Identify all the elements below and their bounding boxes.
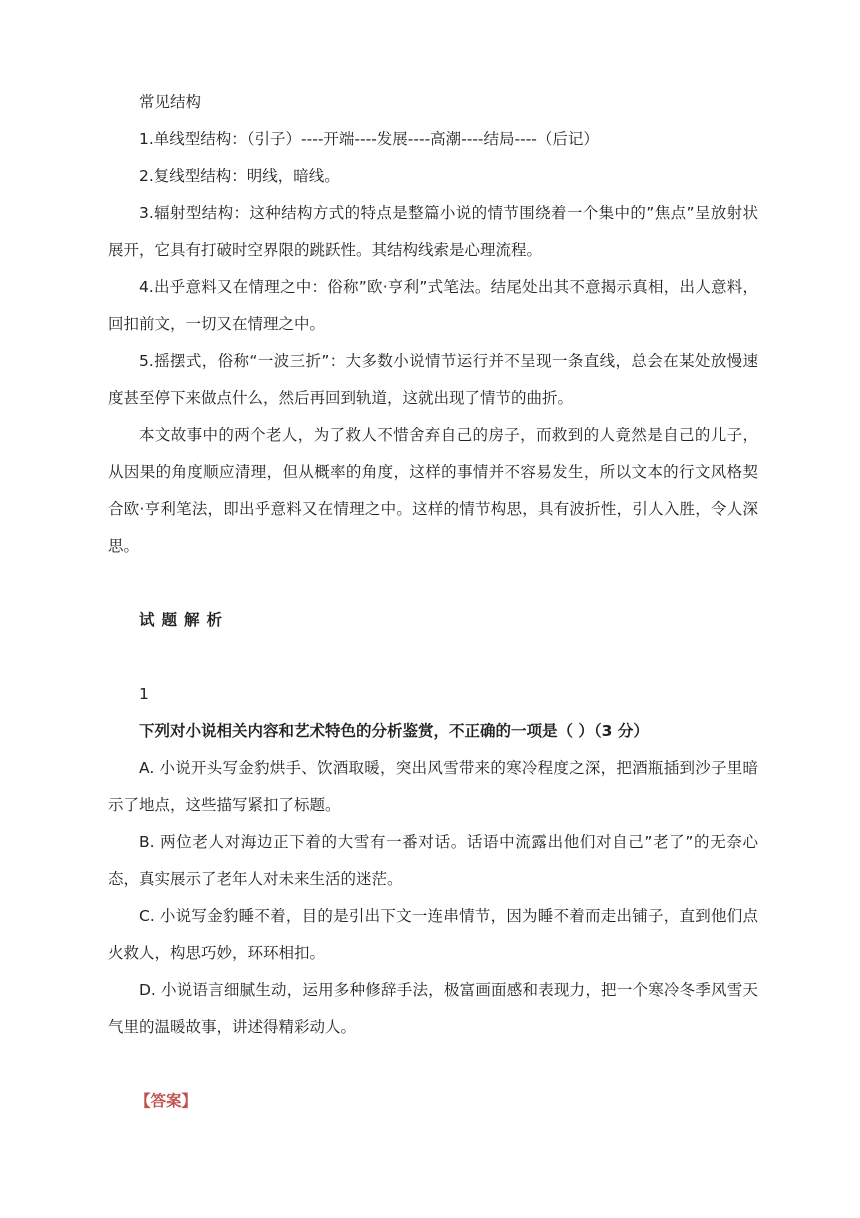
structure-heading: 常见结构 — [139, 93, 202, 111]
question-stem: 下列对小说相关内容和艺术特色的分析鉴赏，不正确的一项是（ ）（3 分） — [139, 722, 649, 740]
structure-item-4: 4.出乎意料又在情理之中：俗称”欧·亨利”式笔法。结尾处出其不意揭示真相，出人意料，回扣前文，一切又在情理之中。 — [108, 278, 758, 333]
structure-item-2: 2.复线型结构：明线，暗线。 — [139, 167, 340, 185]
question-number: 1 — [139, 685, 149, 703]
spacer — [108, 1046, 758, 1083]
summary-paragraph: 本文故事中的两个老人，为了救人不惜舍弃自己的房子，而救到的人竟然是自己的儿子，从因果的角度顺应清理，但从概率的角度，这样的事情并不容易发生，所以文本的行文风格契合欧·亨利笔法，即出乎意料又在情理之中。这样的情节构思，具有波折性，引人入胜，令人深思。 — [108, 426, 758, 555]
answer-label: 【答案】 — [135, 1092, 198, 1110]
structure-item-5: 5.摇摆式，俗称“一波三折”：大多数小说情节运行并不呈现一条直线，总会在某处放慢速度甚至停下来做点什么，然后再回到轨道，这就出现了情节的曲折。 — [108, 352, 758, 407]
option-b: B. 两位老人对海边正下着的大雪有一番对话。话语中流露出他们对自己”老了”的无奈心态，真实展示了老年人对未来生活的迷茫。 — [108, 833, 758, 888]
option-a: A. 小说开头写金豹烘手、饮酒取暖，突出风雪带来的寒冷程度之深，把酒瓶插到沙子里暗示了地点，这些描写紧扣了标题。 — [108, 759, 758, 814]
spacer — [108, 639, 758, 676]
section-title: 试题解析 — [139, 611, 230, 629]
option-c: C. 小说写金豹睡不着，目的是引出下文一连串情节，因为睡不着而走出铺子，直到他们点火救人，构思巧妙，环环相扣。 — [108, 907, 758, 962]
structure-item-3: 3.辐射型结构：这种结构方式的特点是整篇小说的情节围绕着一个集中的”焦点”呈放射状展开，它具有打破时空界限的跳跃性。其结构线索是心理流程。 — [108, 204, 758, 259]
structure-item-1: 1.单线型结构：（引子）----开端----发展----高潮----结局----（后记） — [139, 130, 599, 148]
spacer — [108, 565, 758, 602]
option-d: D. 小说语言细腻生动，运用多种修辞手法，极富画面感和表现力，把一个寒冷冬季风雪天气里的温暖故事，讲述得精彩动人。 — [108, 981, 758, 1036]
document-content — [108, 84, 758, 1120]
